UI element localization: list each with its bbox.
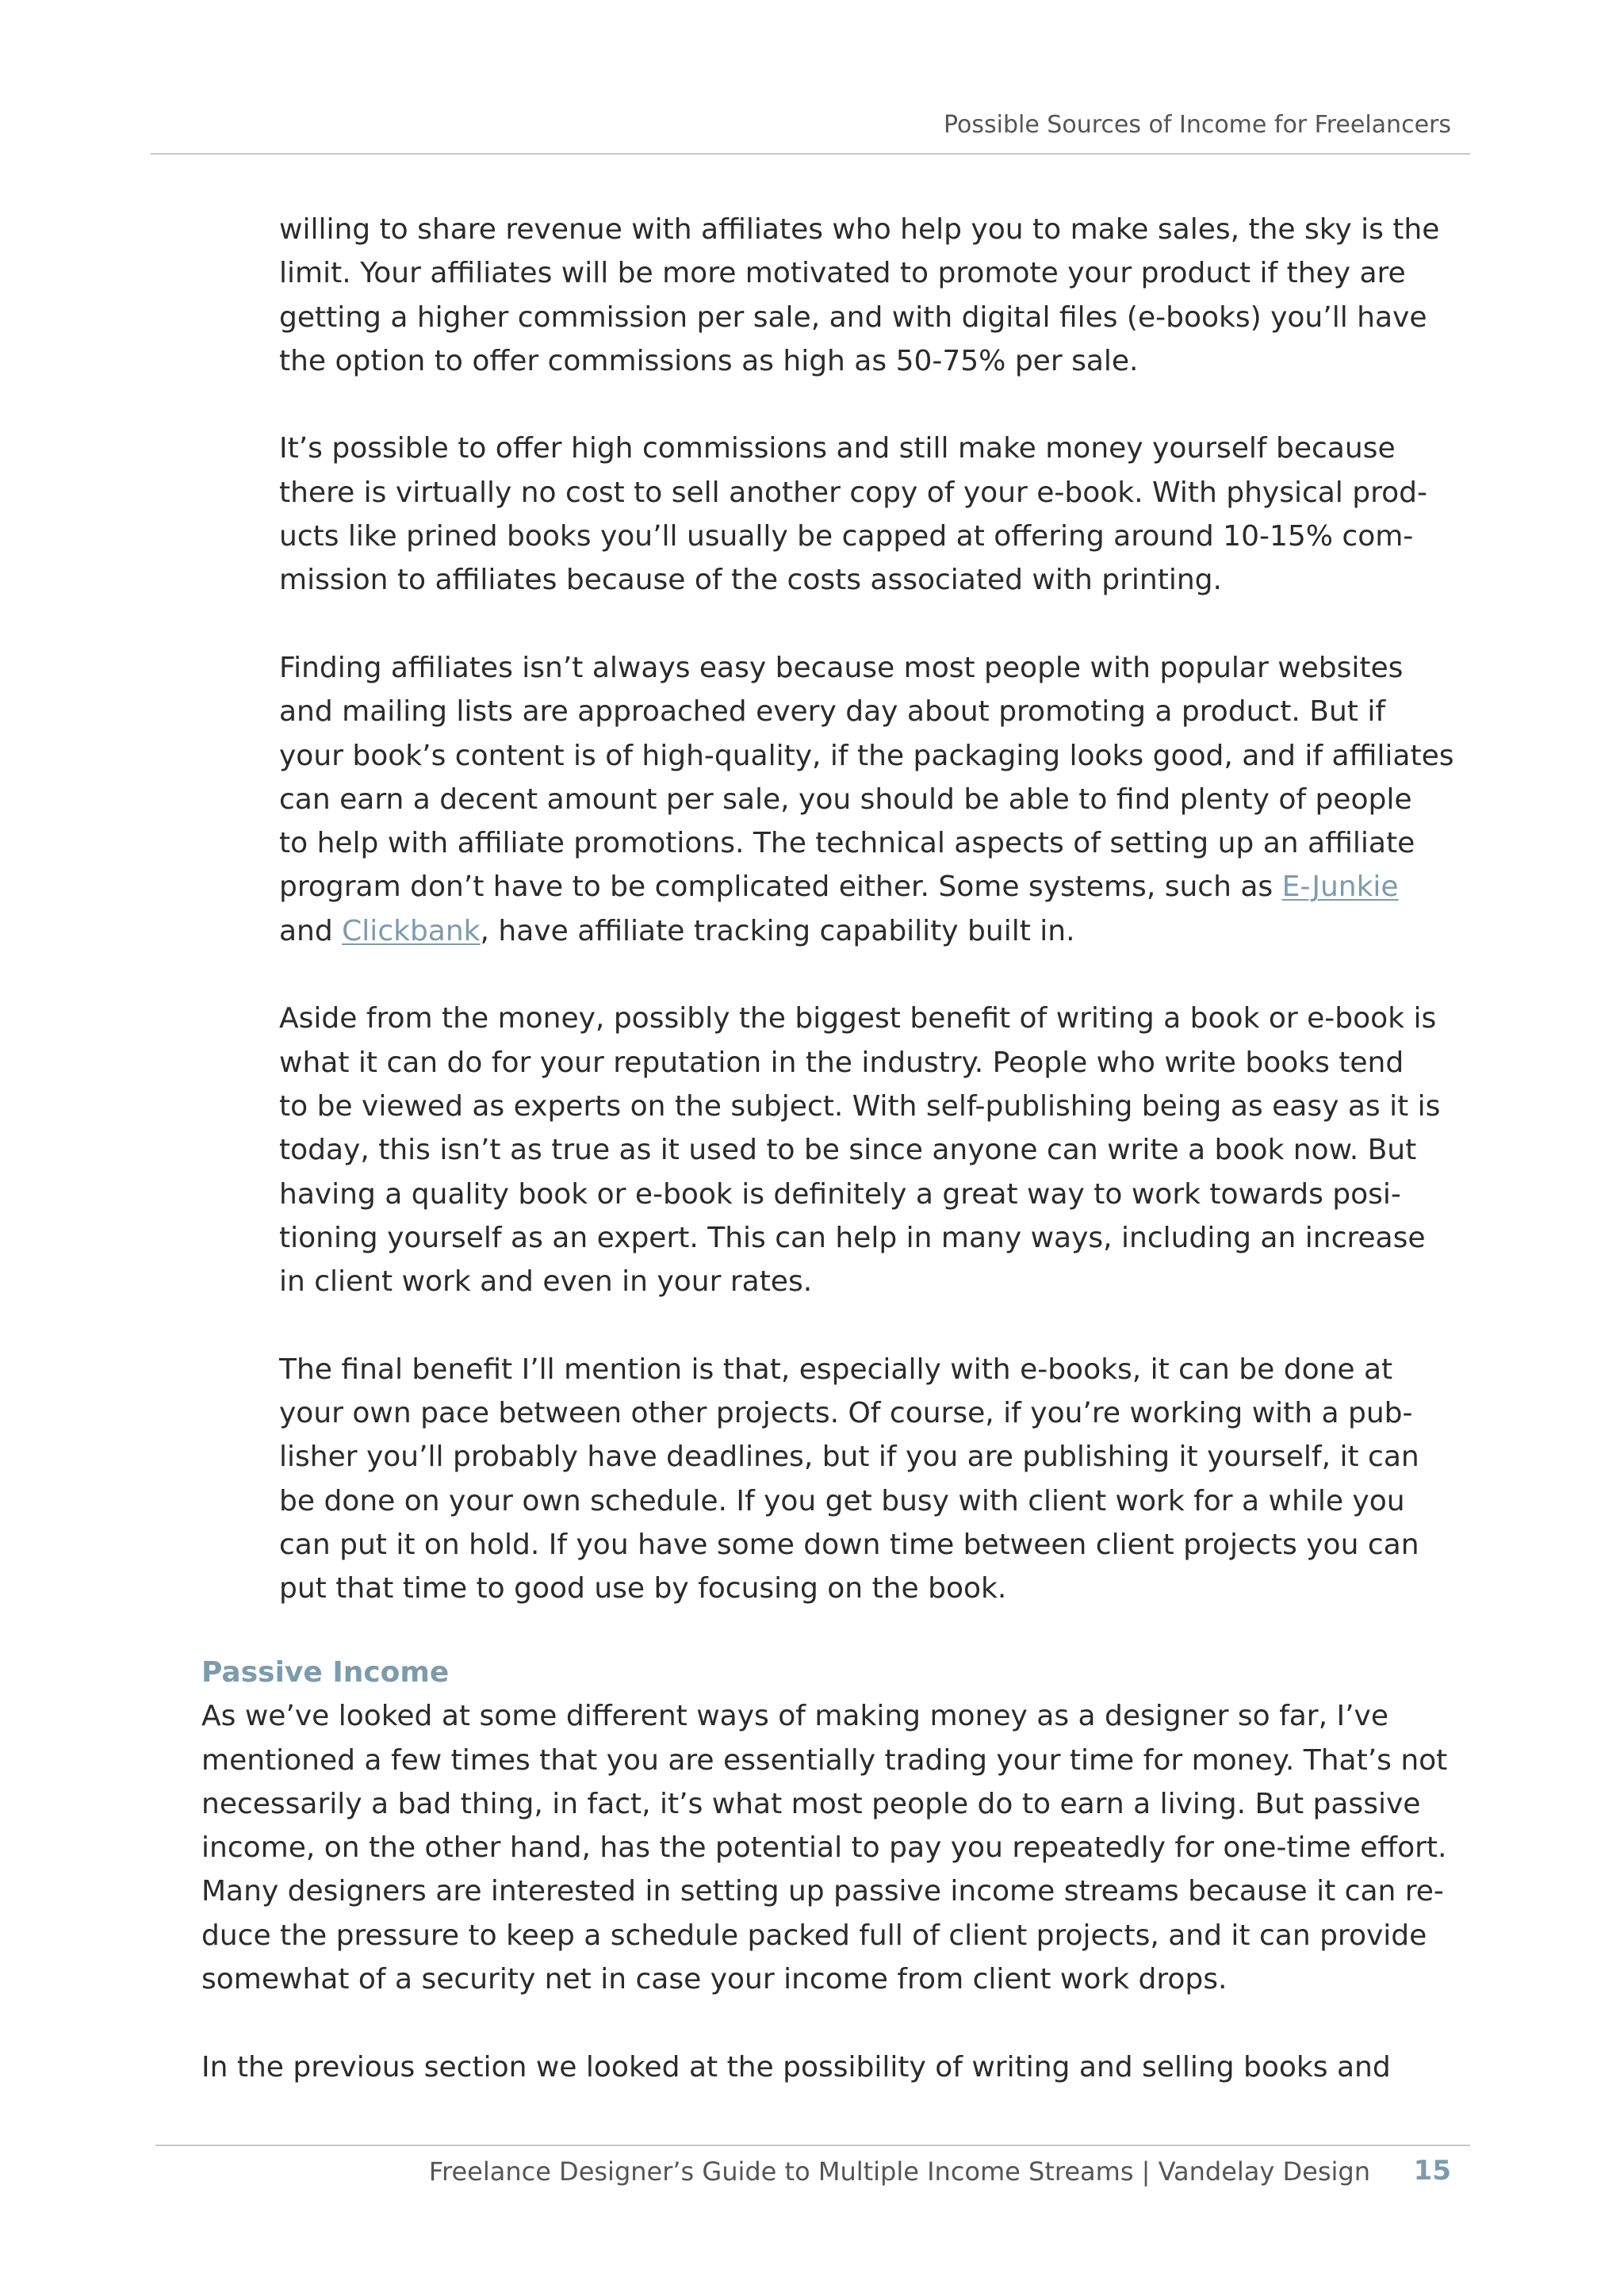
text-line: somewhat of a security net in case your income from client work drops.	[201, 1963, 1228, 1996]
text-line: duce the pressure to keep a schedule packed full of client projects, and it can provide	[201, 1919, 1427, 1952]
text-line: tioning yourself as an expert. This can help in many ways, including an increase	[279, 1221, 1426, 1254]
text-line: to help with affiliate promotions. The technical aspects of setting up an affiliate	[279, 827, 1415, 860]
text-line: Finding affiliates isn’t always easy because most people with popular websites	[279, 651, 1404, 684]
text-line: mentioned a few times that you are essentially trading your time for money. That’s not	[201, 1743, 1448, 1777]
text-line: there is virtually no cost to sell another copy of your e-book. With physical prod-	[279, 476, 1427, 509]
text-line: can earn a decent amount per sale, you should be able to find plenty of people	[279, 783, 1412, 816]
text-line: ucts like prined books you’ll usually be capped at offering around 10-15% com-	[279, 520, 1414, 553]
text-line: in client work and even in your rates.	[279, 1265, 813, 1299]
ejunkie-link[interactable]: E-Junkie	[1281, 871, 1399, 904]
paragraph-affiliate-revenue	[279, 208, 1440, 383]
text-line: In the previous section we looked at the possibility of writing and selling books and	[201, 2050, 1391, 2084]
text-line: what it can do for your reputation in the industry. People who write books tend	[279, 1046, 1404, 1079]
text-line: can put it on hold. If you have some down time between client projects you can	[279, 1528, 1419, 1561]
text-line: to be viewed as experts on the subject. With self-publishing being as easy as it is	[279, 1089, 1441, 1123]
text-line: limit. Your affiliates will be more motivated to promote your product if they are	[279, 257, 1406, 290]
text-line: Many designers are interested in setting up passive income streams because it can re-	[201, 1875, 1444, 1908]
text-segment: and	[279, 914, 343, 947]
text-line: lisher you’ll probably have deadlines, but if you are publishing it yourself, it can	[279, 1441, 1419, 1474]
text-line: your book’s content is of high-quality, if the packaging looks good, and if affiliates	[279, 739, 1454, 772]
running-header: Possible Sources of Income for Freelancers	[943, 111, 1451, 139]
text-line: getting a higher commission per sale, and with digital files (e-books) you’ll have	[279, 300, 1427, 334]
text-line: having a quality book or e-book is definitely a great way to work towards posi-	[279, 1177, 1401, 1211]
page-number: 15	[1413, 2155, 1451, 2187]
text-line	[279, 909, 1381, 953]
text-line: necessarily a bad thing, in fact, it’s what most people do to earn a living. But passive	[201, 1787, 1421, 1820]
text-line: mission to affiliates because of the costs associated with printing.	[279, 564, 1222, 597]
paragraph-high-commissions	[279, 427, 1427, 602]
text-line: put that time to good use by focusing on the book.	[279, 1572, 1007, 1605]
text-line: income, on the other hand, has the potential to pay you repeatedly for one-time effort.	[201, 1831, 1447, 1865]
paragraph-previous-section	[201, 2045, 1391, 2089]
text-line: The final benefit I’ll mention is that, especially with e-books, it can be done at	[279, 1353, 1393, 1386]
paragraph-passive-income	[201, 1694, 1448, 2001]
text-line: Aside from the money, possibly the biggest benefit of writing a book or e-book is	[279, 1002, 1437, 1035]
text-line: be done on your own schedule. If you get busy with client work for a while you	[279, 1484, 1405, 1517]
text-line: your own pace between other projects. Of course, if you’re working with a pub-	[279, 1397, 1413, 1430]
indented-body	[279, 208, 1454, 1611]
text-line: today, this isn’t as true as it used to be since anyone can write a book now. But	[279, 1134, 1417, 1167]
text-line: the option to offer commissions as high as 50-75% per sale.	[279, 344, 1139, 377]
footer-divider	[155, 2145, 1470, 2146]
text-line	[279, 865, 1399, 909]
clickbank-link[interactable]: Clickbank	[342, 914, 481, 947]
text-line: As we’ve looked at some different ways of making money as a designer so far, I’ve	[201, 1700, 1389, 1733]
text-line: and mailing lists are approached every day about promoting a product. But if	[279, 695, 1385, 729]
passive-income-section	[201, 1651, 1448, 2089]
text-line: It’s possible to offer high commissions and still make money yourself because	[279, 432, 1396, 465]
footer-title: Freelance Designer’s Guide to Multiple Income Streams | Vandelay Design	[428, 2156, 1370, 2187]
text-line: willing to share revenue with affiliates who help you to make sales, the sky is the	[279, 213, 1440, 246]
section-heading: Passive Income	[201, 1656, 450, 1689]
header-divider	[151, 153, 1470, 155]
paragraph-reputation	[279, 997, 1441, 1303]
paragraph-finding-affiliates	[279, 646, 1454, 953]
text-segment: program don’t have to be complicated either. Some systems, such as	[279, 871, 1282, 904]
text-segment: , have affiliate tracking capability built in.	[480, 914, 1075, 947]
paragraph-own-pace	[279, 1348, 1419, 1611]
